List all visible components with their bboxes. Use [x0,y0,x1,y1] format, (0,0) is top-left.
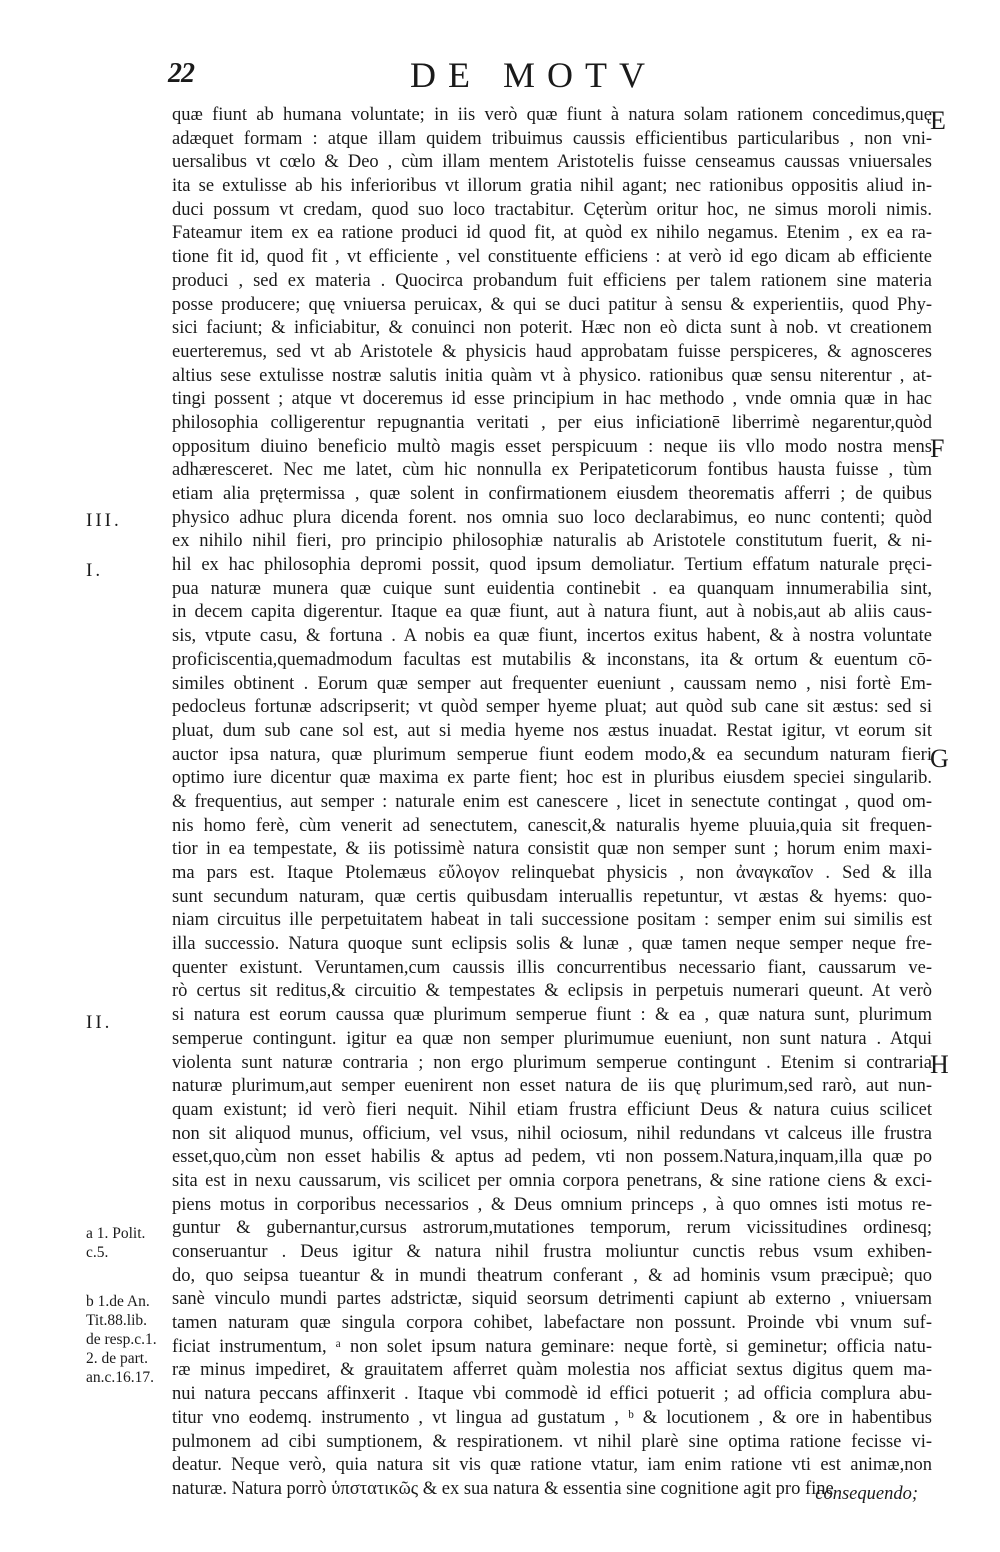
text-line: & frequentius, aut semper : naturale enim est canescere , licet in senectute contingat , quod om- [172,791,932,812]
text-line: philosophia colligerentur repugnantia veritati , per eius inficiationē liberrimè negarentur,quòd [172,412,932,433]
text-line: duci possum vt credam, quod suo loco tractabitur. Cęterùm oritur hoc, ne simus moroli nimis. [172,199,932,220]
text-line: proficiscentia,quemadmodum facultas est mutabilis & inconstans, ita & ortum & euentum cō- [172,649,932,670]
body-text [172,104,932,1502]
text-line: esset,quo,cùm non esset habilis & aptus ad pedem, vti non possem.Natura,inquam,illa quæ po [172,1147,932,1168]
text-line: tior in ea tempestate, & iis potissimè natura consistit quæ non semper sunt ; horum enim maxi- [172,839,932,860]
text-line: tione fit id, quod fit , vt efficiente , vel constituente efficiens : at verò id ego dicam ab efficiente [172,247,932,268]
text-line: ræ minus impediret, & grauitatem afferret quàm molestia nos afficiat sextus digitus quem ma- [172,1360,932,1381]
text-line: optimo iure dicentur quæ maxima ex parte fient; hoc est in pluribus eiusdem speciei singularib. [172,768,932,789]
catchword: consequendo; [815,1484,918,1504]
text-line: euerteremus, sed vt ab Aristotele & physicis haud approbatam fuisse perspiceres, & agnosceres [172,341,932,362]
text-line: deatur. Neque verò, quia natura sit vis quæ ratione vtatur, iam enim ratione vti est animæ,non [172,1455,932,1476]
text-line: illa successio. Natura quoque sunt eclipsis solis & lunæ , quæ tamen neque semper neque fre- [172,934,932,955]
text-line: ex nihilo nihil fieri, pro principio philosophiæ naturalis ab Aristotele constitutum fuerit, & ni- [172,531,932,552]
text-line: adhæresceret. Nec me latet, cùm hic nonnulla ex Peripateticorum fontibus hausta fuisse , tùm [172,460,932,481]
text-line: sici faciunt; & inficiabitur, & conuinci non poterit. Hæc non eò dicta sunt à nob. vt creationem [172,318,932,339]
margin-note-line: an.c.16.17. [86,1369,155,1386]
text-line: produci , sed ex materia . Quocirca probandum fuit efficiens per talem rationem sine materia [172,270,932,291]
text-line: hil ex hac philosophia depromi possit, quod ipsum demoliatur. Tertium effatum naturale pręci- [172,555,932,576]
text-line: pulmonem ad cibi sumptionem, & respirationem. vt nihil plarè sine optima ratione fecisse vi- [172,1431,932,1452]
margin-note-line: c.5. [86,1244,109,1261]
text-line: ma pars est. Itaque Ptolemæus εὔλογον relinquebat physicis , non ἀναγκαῖον . Sed & illa [172,863,932,883]
section-letter-f: F [930,434,945,463]
text-line: do, quo seipsa tueantur & in mundi theatrum conferant , & ad hominis vsum præcipuè; quo [172,1265,932,1286]
text-line: tingi possent ; atque vt doceremus id esse principium in hac methodo , vnde omnia quæ in hac [172,389,932,410]
text-line: in decem capita digerentur. Itaque ea quæ fiunt, aut à natura fiunt, aut à nobis,aut ab aliis caus- [172,602,932,623]
text-line: nis homo ferè, cùm venerit ad senectutem, canescit,& naturalis hyeme pluuia,quia sit frequen- [172,815,932,836]
text-line: non sit aliquod munus, officium, vel vsus, nihil ociosum, nihil redundans vt calceus ille frustra [172,1123,932,1144]
text-line: sunt secundum naturam, quæ certis quibusdam interuallis repetuntur, vt æstas & hyems: quo- [172,886,932,907]
text-line: si natura est eorum caussa quæ plurimum semperue fiunt : & ea , quæ natura sunt, plurimum [172,1005,932,1026]
margin-note-a [86,1224,168,1262]
text-line: piens motus in corporibus necessarios , & Deus omnium princeps , à quo omnes isti motus re- [172,1194,932,1215]
text-line: niam circuitus ille perpetuitatem habeat in tali successione positam : semper enim sui similis est [172,910,932,931]
margin-note-b [86,1292,168,1387]
page-number: 22 [168,58,194,89]
section-letter-g: G [930,744,949,773]
text-line: posse producere; quę vniuersa peruicax, & qui se duci patitur à sensu & experientiis, quod Phy- [172,294,932,315]
text-line: violenta sunt naturæ contraria ; non ergo plurimum semperue contingunt . Etenim si contraria [172,1052,932,1073]
margin-note-line: b 1.de An. [86,1293,150,1310]
text-line: nui natura peccans affinxerit . Itaque vbi commodè id effici potuerit ; ad officia complura abu- [172,1384,932,1405]
text-line: conseruantur . Deus igitur & natura nihil frustra moliuntur cunctis rebus vsum exhiben- [172,1242,932,1262]
text-line: naturæ. Natura porrò ὑπστατικῶς & ex sua natura & essentia sine cognitione agit pro fine [172,1478,834,1499]
text-line: sita est in nexu caussarum, vis scilicet per omnia corpora penetrans, & sine ratione ciens & exci- [172,1170,932,1191]
text-line: quenter existunt. Veruntamen,cum caussis illis concurrentibus necessario fiant, caussarum ve- [172,957,932,978]
text-line: tamen naturam quæ singula corpora cohibet, labefactare non possunt. Proinde vbi vnum suf- [172,1313,932,1334]
text-line: titur vno eodemq. instrumento , vt lingua ad gustatum , ᵇ & locutionem , & ore in habentibus [172,1407,932,1428]
text-line: pluat, dum sub cane sol est, aut si media hyeme nos æstus inuadat. Restat igitur, vt eorum sit [172,720,932,741]
text-line: altius sese extulisse nostræ salutis initia quàm vt à physico. rationibus quæ sensu niterentur , at- [172,365,932,386]
margin-numeral-1: I. [86,560,104,581]
text-line: pedocleus fortunæ adscripserit; vt quòd semper hyeme pluat; aut quòd sub cane sit æstus: sed si [172,697,932,718]
text-line: sis, vtpute casu, & fortuna . A nobis ea quæ fiunt, incertos exitus habent, & à nostra voluntate [172,626,932,647]
text-line: etiam alia prętermissa , quæ solent in confirmationem eiusdem theorematis afferri ; de quibus [172,484,932,504]
text-line: naturæ plurimum,aut semper euenirent non esset natura de iis quę plurimum,sed rarò, aut nun- [172,1076,932,1097]
margin-numeral-3: III. [86,510,122,531]
text-line: ficiat instrumentum, ᵃ non solet ipsum natura geminare: neque fortè, si geminetur; officia natu- [172,1336,932,1357]
text-line: adæquet formam : atque illam quidem tribuimus caussis efficientibus particularibus , non vni- [172,128,932,149]
section-letter-h: H [930,1050,949,1079]
text-line: pua naturæ munera quæ cuique sunt euidentia continebit . ea quanquam innumerabilia sint, [172,578,932,599]
text-line: Fateamur item ex ea ratione produci id quod fit, at quòd ex nihilo negamus. Etenim , ex ea ra- [172,223,932,244]
section-letter-e: E [930,106,946,135]
text-line: oppositum diuino beneficio multò magis esset perspicuum : neque iis vllo modo nostra mens [172,436,932,457]
text-line: ita se extulisse ab his inferioribus vt illorum gratia nihil agant; nec rationibus oppositis aliud in- [172,176,932,197]
text-line: quam existunt; id verò fieri nequit. Nihil etiam frustra efficiunt Deus & natura cuius scilicet [172,1099,932,1120]
running-head: DE MOTV [410,55,657,95]
text-line: similes obtinent . Eorum quæ semper aut frequenter eueniunt , caussam nemo , nisi fortè Em- [172,673,932,694]
margin-numeral-2: II. [86,1012,113,1033]
margin-note-line: a 1. Polit. [86,1225,146,1242]
text-line: physico adhuc plura dicenda forent. nos omnia suo loco declarabimus, eo nunc contenti; quòd [172,507,932,528]
text-line: rò certus sit reditus,& circuitio & tempestates & eclipsis in perpetuis numerari queunt. At verò [172,981,932,1002]
text-line: semperue contingunt. igitur ea quæ non semper plurimumue eueniunt, non sunt natura . Atqui [172,1028,932,1049]
margin-note-line: 2. de part. [86,1350,148,1367]
margin-notes [86,1224,168,1417]
margin-note-line: de resp.c.1. [86,1331,157,1348]
margin-note-line: Tit.88.lib. [86,1312,148,1329]
text-line: sanè vinculo mundi partes adstrictæ, siquid seorsum detrimenti capiunt ab externo , vniuersam [172,1289,932,1310]
text-line: auctor ipsa natura, quæ plurimum semperue fiunt eodem modo,& ea secundum naturam fieri [172,744,932,765]
text-line: guntur & gubernantur,cursus astrorum,mutationes temporum, rerum vicissitudines ordinesq; [172,1218,932,1239]
text-line: uersalibus vt cœlo & Deo , cùm illam mentem Aristotelis fuisse censeamus caussas vniuersales [172,152,932,173]
text-line: quæ fiunt ab humana voluntate; in iis verò quæ fiunt à natura solam rationem concedimus,quę [172,105,932,125]
